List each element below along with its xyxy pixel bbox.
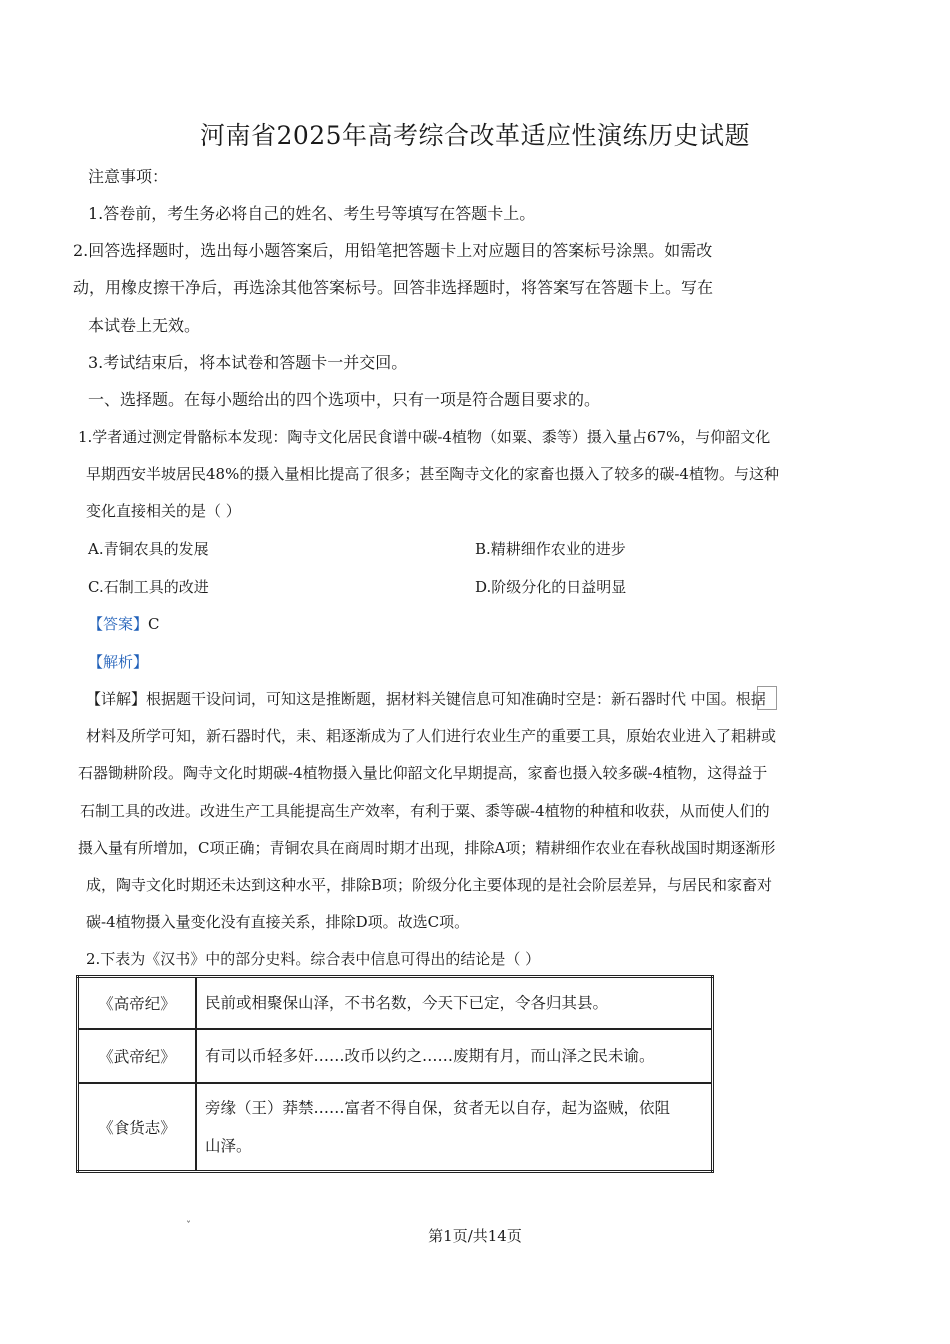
table-text-cell: 有司以币轻多奸……改币以约之……废期有月，而山泽之民未谕。 <box>196 1029 713 1083</box>
detail-label: 【详解】 <box>86 690 147 708</box>
q1-option-a: A.青铜农具的发展 <box>88 540 209 558</box>
stray-mark: ˇ <box>186 1221 191 1232</box>
table-source-cell: 《食货志》 <box>78 1083 197 1172</box>
page-title: 河南省2025年高考综合改革适应性演练历史试题 <box>199 121 751 150</box>
answer-value: C <box>148 615 160 633</box>
notice-item-2-line-3: 本试卷上无效。 <box>88 316 201 335</box>
notice-item-2-line-2: 动，用橡皮擦干净后，再选涂其他答案标号。回答非选择题时，将答案写在答题卡上。写在 <box>73 278 714 297</box>
table-row <box>78 977 713 1030</box>
table-source-cell: 《武帝纪》 <box>78 1029 197 1083</box>
table-source-cell: 《高帝纪》 <box>78 977 197 1030</box>
notice-item-1: 1.答卷前，考生务必将自己的姓名、考生号等填写在答题卡上。 <box>88 204 536 223</box>
q1-detail-line-4: 石制工具的改进。改进生产工具能提高生产效率，有利于粟、黍等碳-4植物的种植和收获，从而使人们的 <box>80 802 770 820</box>
table-text-cell: 民前或相聚保山泽，不书名数，今天下已定，令各归其县。 <box>196 977 713 1030</box>
notice-heading: 注意事项： <box>88 167 169 186</box>
table-text-line-2: 山泽。 <box>205 1137 252 1155</box>
table-text-cell <box>196 1083 713 1172</box>
q1-detail-line-6: 成，陶寺文化时期还未达到这种水平，排除B项；阶级分化主要体现的是社会阶层差异，与居民和家畜对 <box>86 876 773 894</box>
table-text-line-1: 旁缘（王）莽禁……富者不得自保，贫者无以自存，起为盗贼，依阻 <box>205 1099 671 1117</box>
table-row <box>78 1083 713 1172</box>
section-heading: 一、选择题。在每小题给出的四个选项中，只有一项是符合题目要求的。 <box>88 390 601 409</box>
q1-option-d: D.阶级分化的日益明显 <box>475 578 627 596</box>
answer-label: 【答案】 <box>88 615 149 633</box>
q1-stem-line-2: 早期西安半坡居民48%的摄入量相比提高了很多；甚至陶寺文化的家畜也摄入了较多的碳-4植物。与这种 <box>86 465 779 483</box>
source-table <box>76 975 714 1173</box>
table-row <box>78 1029 713 1083</box>
page-footer: 第1页/共14页 <box>428 1227 522 1245</box>
text-cursor-box <box>757 686 777 710</box>
q1-answer <box>88 613 160 634</box>
q2-stem: 2.下表为《汉书》中的部分史料。综合表中信息可得出的结论是（ ） <box>86 950 541 968</box>
notice-item-2-line-1: 2.回答选择题时，选出每小题答案后，用铅笔把答题卡上对应题目的答案标号涂黑。如需改 <box>73 241 713 260</box>
q1-stem-line-3: 变化直接相关的是（ ） <box>86 502 241 520</box>
q1-detail-line-2: 材料及所学可知，新石器时代，耒、耜逐渐成为了人们进行农业生产的重要工具，原始农业进入了耜耕或 <box>86 727 777 745</box>
q1-stem-line-1: 1.学者通过测定骨骼标本发现：陶寺文化居民食谱中碳-4植物（如粟、黍等）摄入量占67%，与仰韶文化 <box>78 428 771 446</box>
notice-item-3: 3.考试结束后，将本试卷和答题卡一并交回。 <box>88 353 408 372</box>
q1-option-b: B.精耕细作农业的进步 <box>475 540 626 558</box>
q1-option-c: C.石制工具的改进 <box>88 578 209 596</box>
detail-text: 根据题干设问词，可知这是推断题，据材料关键信息可知准确时空是：新石器时代 中国。根据 <box>146 690 766 708</box>
q1-detail-line-1 <box>86 688 766 709</box>
q1-detail-line-5: 摄入量有所增加，C项正确；青铜农具在商周时期才出现，排除A项；精耕细作农业在春秋战国时期逐渐形 <box>78 839 776 857</box>
analysis-label: 【解析】 <box>88 653 149 671</box>
q1-detail-line-7: 碳-4植物摄入量变化没有直接关系，排除D项。故选C项。 <box>86 913 470 931</box>
q1-detail-line-3: 石器锄耕阶段。陶寺文化时期碳-4植物摄入量比仰韶文化早期提高，家畜也摄入较多碳-4植物，这得益于 <box>78 764 768 782</box>
